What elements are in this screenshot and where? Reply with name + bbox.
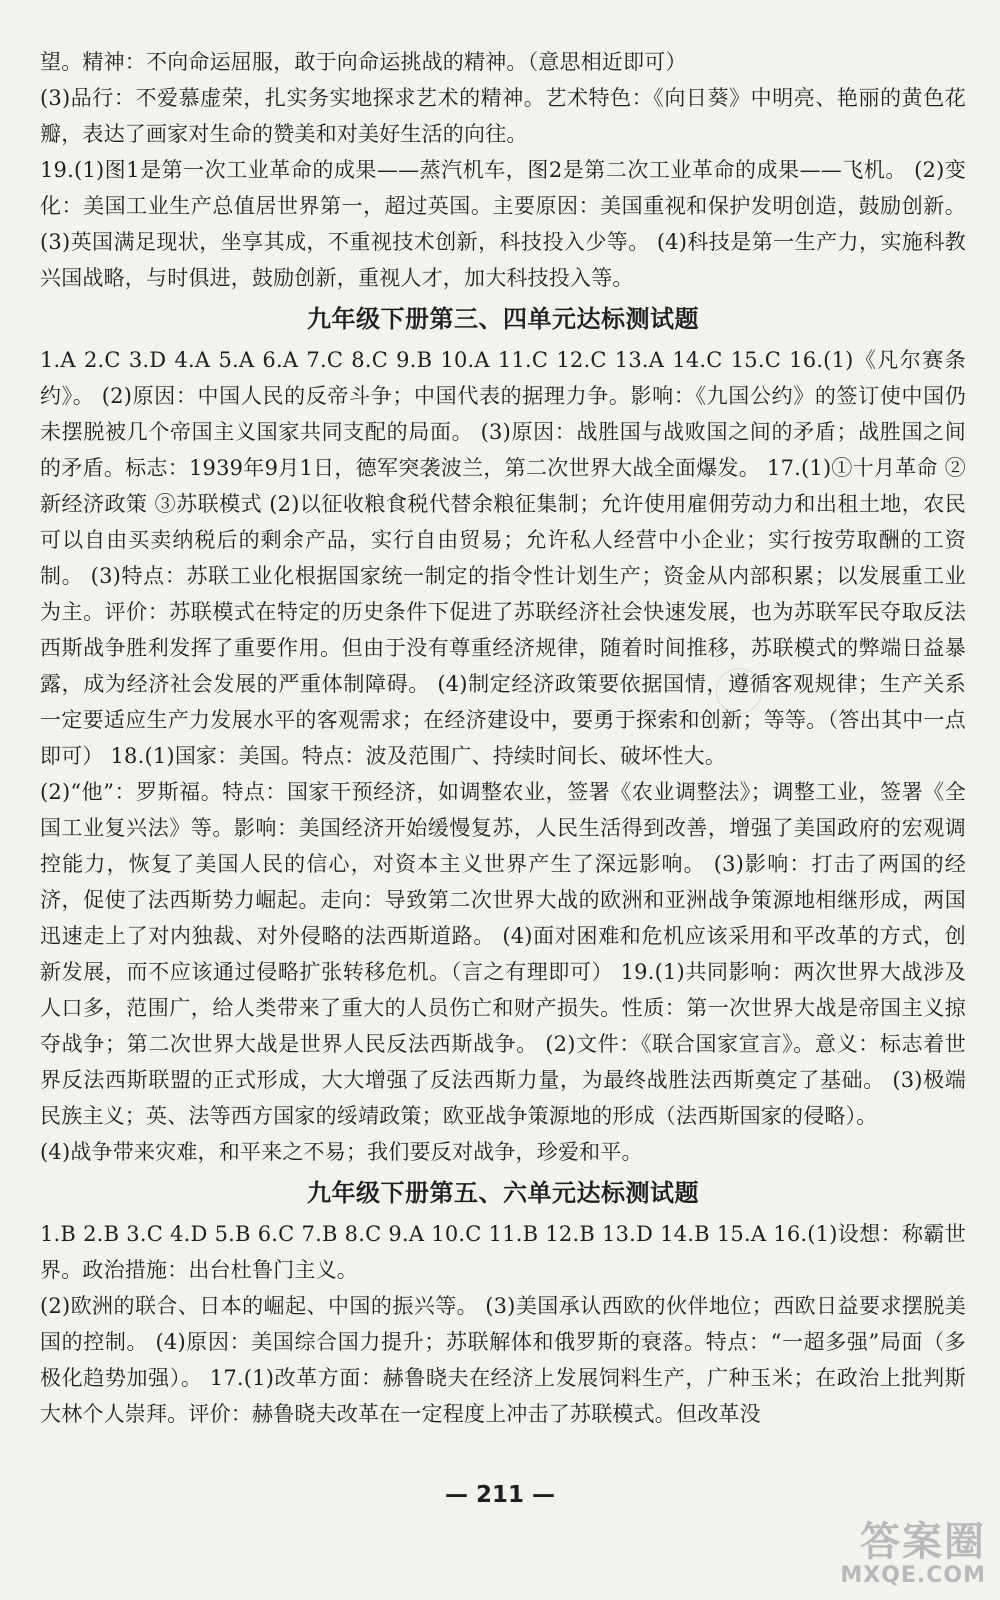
paragraph-3: 19.(1)图1是第一次工业革命的成果——蒸汽机车，图2是第二次工业革命的成果——飞机。 (2)变化：美国工业生产总值居世界第一，超过英国。主要原因：美国重视和保护发明创造，鼓励创新。 (3)英国满足现状，坐享其成，不重视技术创新，科技投入少等。 (4)科技是第一生产力，实施科教兴国战略，与时俱进，鼓励创新，重视人才，加大科技投入等。 — [40, 158, 966, 290]
paragraph-5: (2)“他”：罗斯福。特点：国家干预经济，如调整农业，签署《农业调整法》；调整工业，签署《全国工业复兴法》等。影响：美国经济开始缓慢复苏，人民生活得到改善，增强了美国政府的宏观调控能力，恢复了美国人民的信心，对资本主义世界产生了深远影响。 (3)影响：打击了两国的经济，促使了法西斯势力崛起。走向：导致第二次世界大战的欧洲和亚洲战争策源地相继形成，两国迅速走上了对内独裁、对外侵略的法西斯道路。 (4)面对困难和危机应该采用和平改革的方式，创新发展，而不应该通过侵略扩张转移危机。（言之有理即可） 19.(1)共同影响：两次世界大战涉及人口多，范围广，给人类带来了重大的人员伤亡和财产损失。性质：第一次世界大战是帝国主义掠夺战争；第二次世界大战是世界人民反法西斯战争。 (2)文件：《联合国家宣言》。意义：标志着世界反法西斯联盟的正式形成，大大增强了反法西斯力量，为最终战胜法西斯奠定了基础。 (3)极端民族主义；英、法等西方国家的绥靖政策；欧亚战争策源地的形成（法西斯国家的侵略）。 — [40, 780, 966, 1128]
stamp-mark — [716, 668, 762, 714]
watermark — [840, 1520, 986, 1588]
paragraph-8: (2)欧洲的联合、日本的崛起、中国的振兴等。 (3)美国承认西欧的伙伴地位；西欧日益要求摆脱美国的控制。 (4)原因：美国综合国力提升；苏联解体和俄罗斯的衰落。特点：“一超多强”局面（多极化趋势加强）。 17.(1)改革方面：赫鲁晓夫在经济上发展饲料生产，广种玉米；在政治上批判斯大林个人崇拜。评价：赫鲁晓夫改革在一定程度上冲击了苏联模式。但改革没 — [40, 1294, 966, 1426]
paragraph-4: 1.A 2.C 3.D 4.A 5.A 6.A 7.C 8.C 9.B 10.A 11.C 12.C 13.A 14.C 15.C 16.(1)《凡尔赛条约》。 (2)原因：中国人民的反帝斗争；中国代表的据理力争。影响：《九国公约》的签订使中国仍未摆脱被几个帝国主义国家共同支配的局面。 (3)原因：战胜国与战败国之间的矛盾；战胜国之间的矛盾。标志：1939年9月1日，德军突袭波兰，第二次世界大战全面爆发。 17.(1)①十月革命 ②新经济政策 ③苏联模式 (2)以征收粮食税代替余粮征集制；允许使用雇佣劳动力和出租土地，农民可以自由买卖纳税后的剩余产品，实行自由贸易；允许私人经营中小企业；实行按劳取酬的工资制。 (3)特点：苏联工业化根据国家统一制定的指令性计划生产；资金从内部积累；以发展重工业为主。评价：苏联模式在特定的历史条件下促进了苏联经济社会快速发展，也为苏联军民夺取反法西斯战争胜利发挥了重要作用。但由于没有尊重经济规律，随着时间推移，苏联模式的弊端日益暴露，成为经济社会发展的严重体制障碍。 (4)制定经济政策要依据国情，遵循客观规律；生产关系一定要适应生产力发展水平的客观需求；在经济建设中，要勇于探索和创新；等等。（答出其中一点即可） 18.(1)国家：美国。特点：波及范围广、持续时间长、破坏性大。 — [40, 348, 966, 768]
paragraph-6: (4)战争带来灾难，和平来之不易；我们要反对战争，珍爱和平。 — [40, 1140, 643, 1164]
paragraph-2: (3)品行：不爱慕虚荣，扎实务实地探求艺术的精神。艺术特色：《向日葵》中明亮、艳丽的黄色花瓣，表达了画家对生命的赞美和对美好生活的向往。 — [40, 86, 966, 146]
watermark-url: MXQE.COM — [840, 1562, 986, 1588]
watermark-logo: 答案圈 — [860, 1518, 986, 1565]
paragraph-1: 望。精神：不向命运屈服，敢于向命运挑战的精神。（意思相近即可） — [40, 50, 687, 74]
section-heading-3-4: 九年级下册第三、四单元达标测试题 — [307, 305, 699, 333]
paragraph-7: 1.B 2.B 3.C 4.D 5.B 6.C 7.B 8.C 9.A 10.C 11.B 12.B 13.D 14.B 15.A 16.(1)设想：称霸世界。政治措施：出台杜鲁门主义。 — [40, 1222, 966, 1282]
page-number: — 211 — — [444, 1482, 556, 1508]
section-heading-5-6: 九年级下册第五、六单元达标测试题 — [307, 1179, 699, 1207]
